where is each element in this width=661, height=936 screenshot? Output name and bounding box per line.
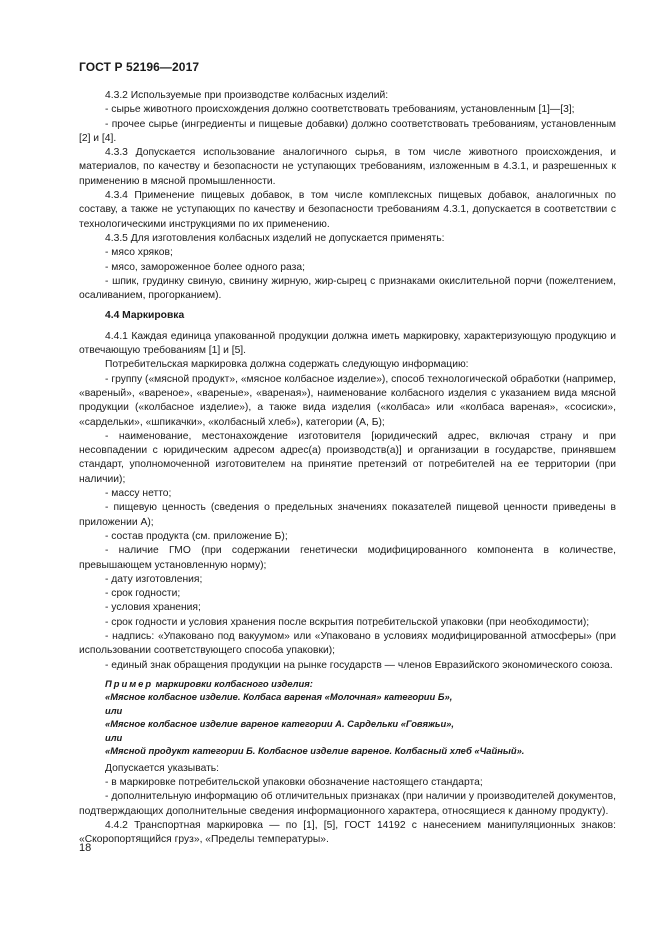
example-line: «Мясное колбасное изделие. Колбаса вареная «Молочная» категории Б», xyxy=(105,691,453,703)
list-item: - мясо хряков; xyxy=(105,247,173,259)
list-item: - срок годности и условия хранения после вскрытия потребительской упаковки (при необходимости); xyxy=(105,616,590,628)
example-or: или xyxy=(105,731,123,743)
list-item: - наименование, местонахождение изготовителя [юридический адрес, включая страну и при несовпадении с юридическим адресом адрес(а) производств(а)] и организации в государстве, принявшем стандарт, уполномоченной изготовителем на принятие претензий от потребителей на ее территории (при наличии); xyxy=(79,430,616,485)
list-item: - в маркировке потребительской упаковки обозначение настоящего стандарта; xyxy=(105,777,483,789)
clause-4-3-5: 4.3.5 Для изготовления колбасных изделий не допускается применять: xyxy=(105,232,445,244)
list-item: - дату изготовления; xyxy=(105,573,203,585)
list-item: - шпик, грудинку свиную, свинину жирную, жир-сырец с признаками окислительной порчи (пожелтением, осаливанием, прогорканием). xyxy=(79,275,616,302)
list-item: - пищевую ценность (сведения о предельных значениях показателей пищевой ценности приведены в приложении А); xyxy=(79,502,616,528)
list-item: - состав продукта (см. приложение Б); xyxy=(105,530,288,542)
example-line: «Мясной продукт категории Б. Колбасное изделие вареное. Колбасный хлеб «Чайный». xyxy=(105,745,525,757)
paragraph: Потребительская маркировка должна содержать следующую информацию: xyxy=(105,359,469,371)
list-item: - группу («мясной продукт», «мясное колбасное изделие»), способ технологической обработки (например, «вареный», «вареное», «вареные», «вареная»), наименование колбасного изделия с указанием вида мясной продукции («колбасное изделие»), а также вида изделия («колбаса» или «колбаса вареная», «сосиски», «сардельки», «шпикачки», «колбасный хлеб»), категории (А, Б); xyxy=(79,373,616,428)
list-item: - единый знак обращения продукции на рынке государств — членов Евразийского экономического союза. xyxy=(105,659,613,671)
example-line: «Мясное колбасное изделие вареное категории А. Сардельки «Говяжьи», xyxy=(105,718,454,730)
list-item: - мясо, замороженное более одного раза; xyxy=(105,261,305,273)
page-number: 18 xyxy=(79,842,92,854)
clause-4-3-4: 4.3.4 Применение пищевых добавок, в том числе комплексных пищевых добавок, аналогичных по составу, а также не уступающих по качеству и безопасности требованиям 4.3.1, допускается в соответствии с технологическими инструкциями по их применению. xyxy=(79,190,616,230)
document-header: ГОСТ Р 52196—2017 xyxy=(79,60,200,74)
list-item: - срок годности; xyxy=(105,588,181,600)
example-caption: маркировки колбасного изделия: xyxy=(153,677,313,689)
list-item: - сырье животного происхождения должно соответствовать требованиям, установленным [1]—[3]; xyxy=(105,104,575,116)
clause-4-4-2: 4.4.2 Транспортная маркировка — по [1], [5], ГОСТ 14192 с нанесением манипуляционных знаков: «Скоропортящийся груз», «Пределы температуры». xyxy=(79,820,616,846)
example-or: или xyxy=(105,704,123,716)
paragraph: Допускается указывать: xyxy=(105,762,220,774)
clause-4-3-2: 4.3.2 Используемые при производстве колбасных изделий: xyxy=(105,90,389,101)
list-item: - наличие ГМО (при содержании генетически модифицированного компонента в количестве, превышающем установленную норму); xyxy=(79,545,616,571)
document-body xyxy=(79,89,616,848)
example-title xyxy=(79,677,616,691)
clause-4-4-1: 4.4.1 Каждая единица упакованной продукции должна иметь маркировку, характеризующую продукцию и отвечающую требованиям [1] и [5]. xyxy=(79,330,616,357)
section-title-4-4: 4.4 Маркировка xyxy=(105,310,185,322)
list-item: - условия хранения; xyxy=(105,602,201,614)
list-item: - надпись: «Упаковано под вакуумом» или «Упаковано в условиях модифицированной атмосферы» (при использовании соответствующего способа упаковки); xyxy=(79,630,616,657)
list-item: - массу нетто; xyxy=(105,488,172,500)
clause-4-3-3: 4.3.3 Допускается использование аналогичного сырья, в том числе животного происхождения, и материалов, по качеству и безопасности не уступающих требованиям, изложенным в 4.3.1, и разрешенных к применению в мясной промышленности. xyxy=(79,147,616,187)
example-label: Пример xyxy=(105,677,154,689)
list-item: - дополнительную информацию об отличительных признаках (при наличии у производителей документов, подтверждающих дополнительные сведения информационного характера, относящиеся к данному продукту). xyxy=(79,791,616,817)
list-item: - прочее сырье (ингредиенты и пищевые добавки) должно соответствовать требованиям, установленным [2] и [4]. xyxy=(79,118,616,144)
